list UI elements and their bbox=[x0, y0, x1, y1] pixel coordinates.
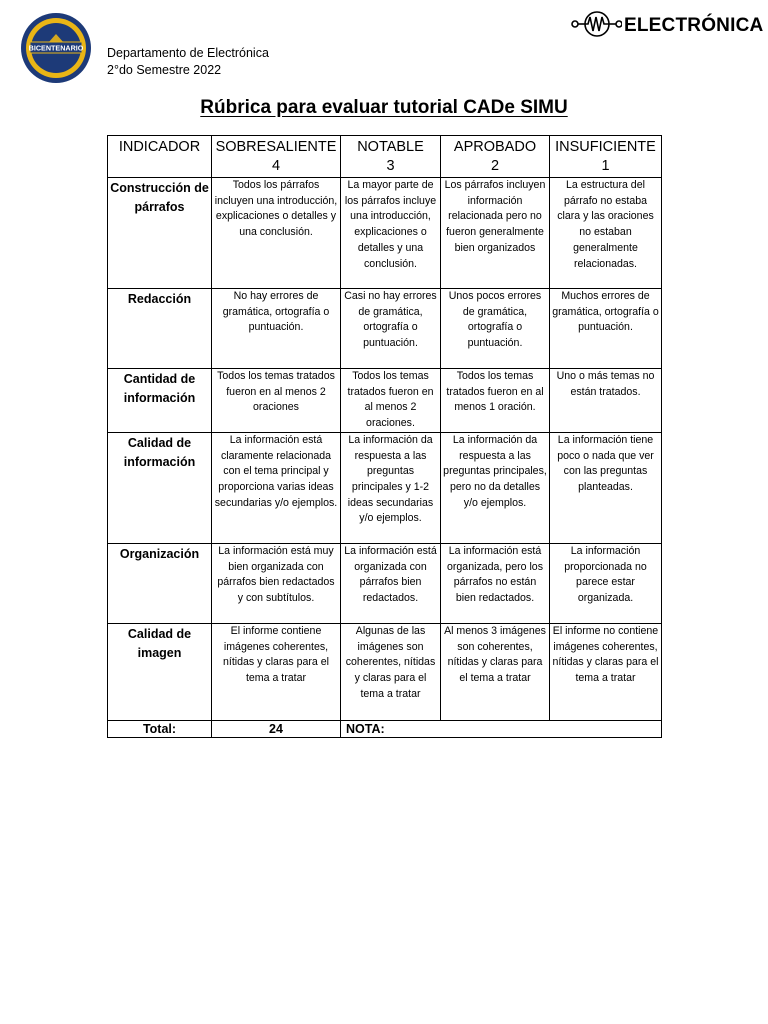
notable-cell: Algunas de las imágenes son coherentes, nítidas y claras para el tema a tratar bbox=[341, 623, 441, 720]
table-row bbox=[108, 623, 662, 720]
header-label: APROBADO bbox=[453, 139, 537, 155]
header-row bbox=[108, 136, 662, 178]
sobresaliente-cell: El informe contiene imágenes coherentes, nítidas y claras para el tema a tratar bbox=[212, 623, 341, 720]
aprobado-cell: Al menos 3 imágenes son coherentes, nítidas y claras para el tema a tratar bbox=[441, 623, 550, 720]
table-row bbox=[108, 432, 662, 543]
sobresaliente-cell: La información está claramente relacionada con el tema principal y proporciona varias ideas secundarias y/o ejemplos. bbox=[212, 432, 341, 543]
header-score: 4 bbox=[271, 158, 281, 174]
notable-cell: Todos los temas tratados fueron en al menos 2 oraciones. bbox=[341, 369, 441, 433]
aprobado-cell: Todos los temas tratados fueron en al menos 1 oración. bbox=[441, 369, 550, 433]
total-label: Total: bbox=[108, 720, 212, 737]
header-label: NOTABLE bbox=[357, 139, 424, 155]
insuficiente-cell: La estructura del párrafo no estaba clara y las oraciones no estaban generalmente relacionadas. bbox=[550, 178, 662, 289]
header-cell bbox=[441, 136, 550, 178]
insuficiente-cell: El informe no contiene imágenes coherentes, nítidas y claras para el tema a tratar bbox=[550, 623, 662, 720]
header-cell bbox=[108, 136, 212, 178]
sobresaliente-cell: La información está muy bien organizada con párrafos bien redactados y con subtítulos. bbox=[212, 543, 341, 623]
aprobado-cell: Unos pocos errores de gramática, ortografía o puntuación. bbox=[441, 289, 550, 369]
header-score: 3 bbox=[386, 158, 395, 174]
indicator-cell: Calidad de información bbox=[108, 432, 212, 543]
insuficiente-cell: Muchos errores de gramática, ortografía o puntuación. bbox=[550, 289, 662, 369]
page-title: Rúbrica para evaluar tutorial CADe SIMU bbox=[200, 97, 568, 118]
header-cell bbox=[341, 136, 441, 178]
semester: 2°do Semestre 2022 bbox=[107, 63, 222, 77]
insuficiente-cell: La información tiene poco o nada que ver con las preguntas planteadas. bbox=[550, 432, 662, 543]
logo-text: BICENTENARIO bbox=[28, 43, 84, 53]
sobresaliente-cell: No hay errores de gramática, ortografía o puntuación. bbox=[212, 289, 341, 369]
school-logo bbox=[20, 12, 92, 84]
brand-name: ELECTRÓNICA bbox=[624, 15, 764, 36]
insuficiente-cell: La información proporcionada no parece estar organizada. bbox=[550, 543, 662, 623]
table-row bbox=[108, 369, 662, 433]
sobresaliente-cell: Todos los temas tratados fueron en al menos 2 oraciones bbox=[212, 369, 341, 433]
header-label: SOBRESALIENTE bbox=[215, 139, 337, 155]
aprobado-cell: Los párrafos incluyen información relacionada pero no fueron generalmente bien organizados bbox=[441, 178, 550, 289]
aprobado-cell: La información da respuesta a las preguntas principales, pero no da detalles y/o ejemplos. bbox=[441, 432, 550, 543]
header-cell bbox=[212, 136, 341, 178]
rubric-table bbox=[107, 135, 662, 738]
nota-label: NOTA: bbox=[346, 721, 385, 736]
indicator-cell: Construcción de párrafos bbox=[108, 178, 212, 289]
indicator-cell: Organización bbox=[108, 543, 212, 623]
header-score: 2 bbox=[490, 158, 500, 174]
resistor-wave-icon bbox=[570, 9, 622, 44]
nota-cell bbox=[341, 720, 662, 737]
sobresaliente-cell: Todos los párrafos incluyen una introducción, explicaciones o detalles y una conclusión. bbox=[212, 178, 341, 289]
notable-cell: La información está organizada con párrafos bien redactados. bbox=[341, 543, 441, 623]
table-row bbox=[108, 543, 662, 623]
brand bbox=[570, 8, 763, 44]
header-score: 1 bbox=[601, 158, 610, 174]
header-label: INDICADOR bbox=[118, 139, 201, 155]
total-value: 24 bbox=[212, 720, 341, 737]
indicator-cell: Calidad de imagen bbox=[108, 623, 212, 720]
insuficiente-cell: Uno o más temas no están tratados. bbox=[550, 369, 662, 433]
table-row bbox=[108, 289, 662, 369]
indicator-cell: Cantidad de información bbox=[108, 369, 212, 433]
header-label: INSUFICIENTE bbox=[555, 139, 656, 155]
aprobado-cell: La información está organizada, pero los párrafos no están bien redactados. bbox=[441, 543, 550, 623]
notable-cell: Casi no hay errores de gramática, ortografía o puntuación. bbox=[341, 289, 441, 369]
department-info bbox=[107, 45, 269, 79]
table-row bbox=[108, 178, 662, 289]
notable-cell: La información da respuesta a las preguntas principales y 1-2 ideas secundarias y/o ejemplos. bbox=[341, 432, 441, 543]
indicator-cell: Redacción bbox=[108, 289, 212, 369]
total-row bbox=[108, 720, 662, 737]
notable-cell: La mayor parte de los párrafos incluye una introducción, explicaciones o detalles y una conclusión. bbox=[341, 178, 441, 289]
header-cell bbox=[550, 136, 662, 178]
department-name: Departamento de Electrónica bbox=[107, 46, 269, 60]
